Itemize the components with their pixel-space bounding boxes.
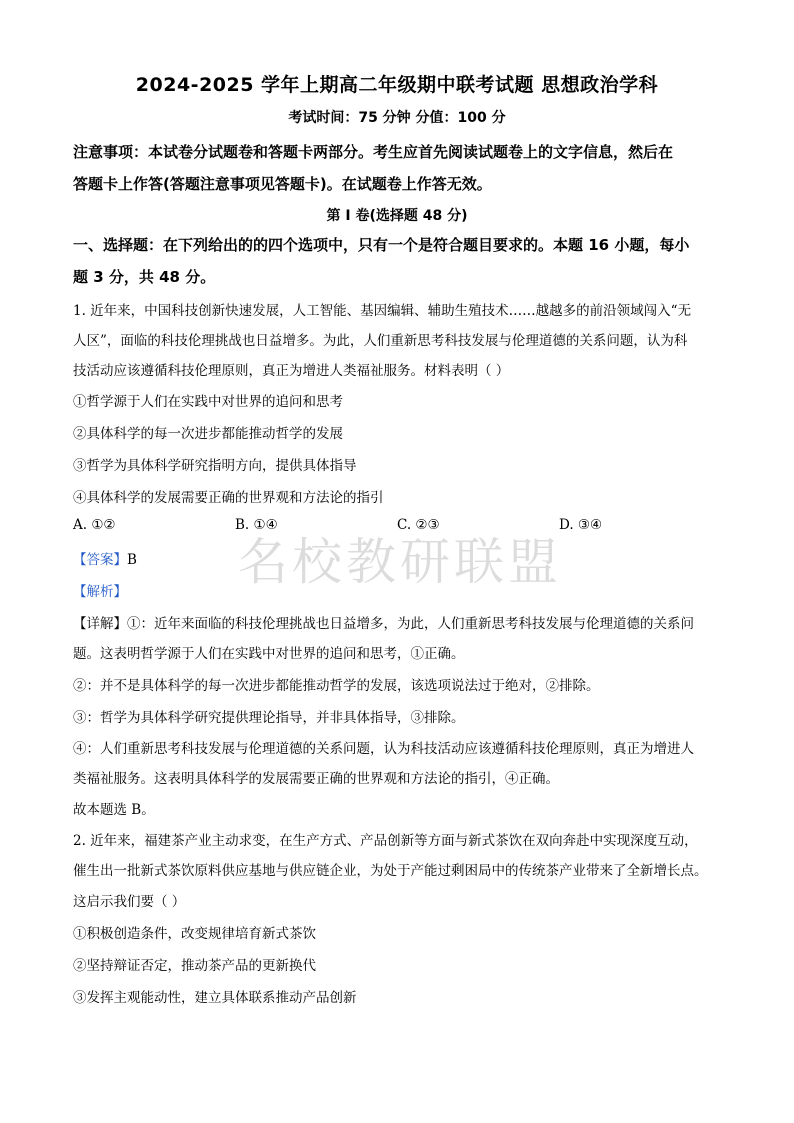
q1-analysis-tag xyxy=(73,580,738,600)
q1-option-b: B. ①④ xyxy=(235,517,278,533)
q1-item-2: ②具体科学的每一次进步都能推动哲学的发展 xyxy=(73,426,343,442)
analysis-tag: 【解析】 xyxy=(73,584,127,600)
q1-stem-line-1: 1. 近年来，中国科技创新快速发展，人工智能、基因编辑、辅助生殖技术……越越多的前沿领域闯入“无 xyxy=(73,303,692,319)
q2-item-2: ②坚持辩证否定，推动茶产品的更新换代 xyxy=(73,958,316,974)
detail-tag: 【详解】 xyxy=(73,616,127,632)
exam-title: 2024-2025 学年上期高二年级期中联考试题 思想政治学科 xyxy=(135,74,659,96)
q1-item-4: ④具体科学的发展需要正确的世界观和方法论的指引 xyxy=(73,490,384,506)
q1-stem-line-3: 技活动应该遵循科技伦理原则，真正为增进人类福祉服务。材料表明（ ） xyxy=(73,363,510,379)
q1-detail-line-3: ②：并不是具体科学的每一次进步都能推动哲学的发展，该选项说法过于绝对，②排除。 xyxy=(73,678,600,694)
q1-option-d: D. ③④ xyxy=(559,517,603,533)
section-heading-line-2: 题 3 分，共 48 分。 xyxy=(73,268,216,286)
q1-answer xyxy=(73,548,738,568)
q1-stem-line-2: 人区”，面临的科技伦理挑战也日益增多。为此，人们重新思考科技发展与伦理道德的关系问题，认为科 xyxy=(73,333,688,349)
q2-item-1: ①积极创造条件，改变规律培育新式茶饮 xyxy=(73,926,316,942)
q2-stem-line-2: 催生出一批新式茶饮原料供应基地与供应链企业，为处于产能过剩困局中的传统茶产业带来了全新增长点。 xyxy=(73,863,708,879)
q2-stem-line-3: 这启示我们要（ ） xyxy=(73,894,186,910)
q1-option-a: A. ①② xyxy=(73,517,116,533)
q1-option-c: C. ②③ xyxy=(397,517,440,533)
section-heading-line-1: 一、选择题：在下列给出的的四个选项中，只有一个是符合题目要求的。本题 16 小题，每小 xyxy=(73,236,690,254)
answer-value: B xyxy=(127,552,137,568)
q2-stem-line-1: 2. 近年来，福建茶产业主动求变，在生产方式、产品创新等方面与新式茶饮在双向奔赴中实现深度互动， xyxy=(73,833,698,849)
q2-item-3: ③发挥主观能动性，建立具体联系推动产品创新 xyxy=(73,990,357,1006)
notice-line-2: 答题卡上作答(答题注意事项见答题卡)。在试题卷上作答无效。 xyxy=(73,175,492,193)
q1-detail-line-1 xyxy=(73,612,738,632)
detail-text-1: ①：近年来面临的科技伦理挑战也日益增多，为此，人们重新思考科技发展与伦理道德的关系问 xyxy=(127,616,694,632)
watermark-text: 名校教研联盟 xyxy=(238,533,562,591)
q1-detail-line-5: ④：人们重新思考科技发展与伦理道德的关系问题，认为科技活动应该遵循科技伦理原则，真正为增进人 xyxy=(73,741,694,757)
section-title: 第 I 卷(选择题 48 分) xyxy=(326,208,468,224)
notice-line-1: 注意事项：本试卷分试题卷和答题卡两部分。考生应首先阅读试题卷上的文字信息，然后在 xyxy=(73,143,674,161)
q1-item-3: ③哲学为具体科学研究指明方向，提供具体指导 xyxy=(73,458,357,474)
q1-detail-line-6: 类福祉服务。这表明具体科学的发展需要正确的世界观和方法论的指引，④正确。 xyxy=(73,771,559,787)
q1-item-1: ①哲学源于人们在实践中对世界的追问和思考 xyxy=(73,394,343,410)
q1-detail-line-2: 题。这表明哲学源于人们在实践中对世界的追问和思考，①正确。 xyxy=(73,646,465,662)
q1-conclusion: 故本题选 B。 xyxy=(73,802,155,818)
exam-info: 考试时间：75 分钟 分值：100 分 xyxy=(288,110,506,126)
q1-detail-line-4: ③：哲学为具体科学研究提供理论指导，并非具体指导，③排除。 xyxy=(73,710,465,726)
answer-tag: 【答案】 xyxy=(73,552,127,568)
